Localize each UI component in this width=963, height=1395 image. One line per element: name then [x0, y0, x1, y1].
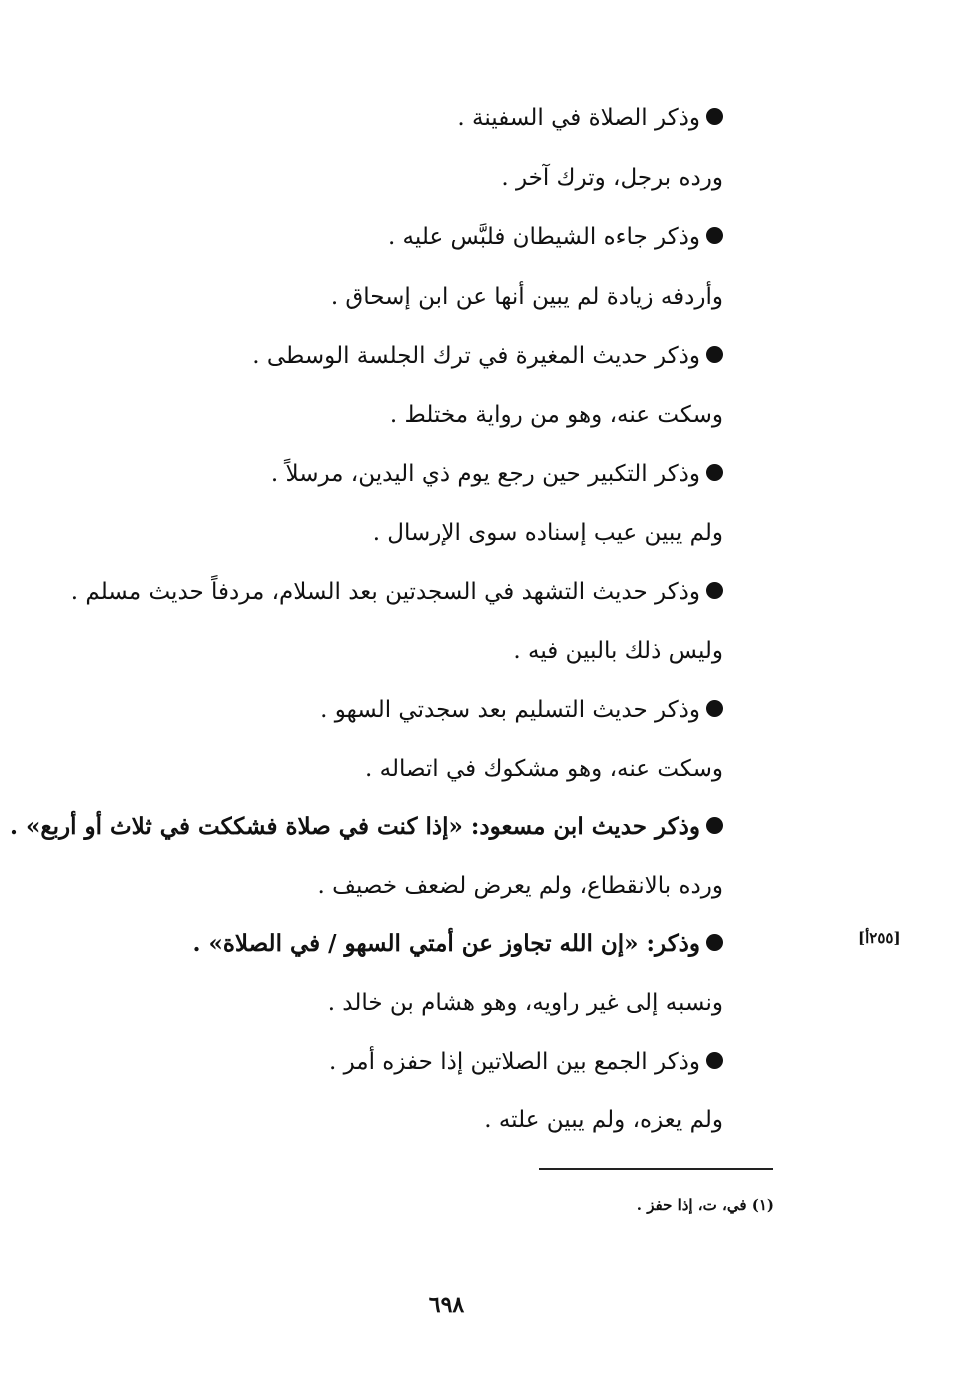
text-line-1: وذكر الصلاة في السفينة . [457, 100, 723, 136]
bullet-icon [706, 464, 723, 481]
bullet-icon [706, 700, 723, 717]
text-line-18: ولم يعزه، ولم يبين علته . [484, 1107, 723, 1133]
page-number: ٦٩٨ [428, 1292, 465, 1318]
text-line-3: وذكر جاءه الشيطان فلبَّس عليه . [388, 219, 723, 255]
margin-folio-note: [٢٥٥أ] [858, 929, 901, 947]
text-line-9: وذكر حديث التشهد في السجدتين بعد السلام، مردفاً حديث مسلم . [71, 574, 723, 610]
text-line-16: ونسبه إلى غير راويه، وهو هشام بن خالد . [327, 990, 723, 1016]
text-line-5: وذكر حديث المغيرة في ترك الجلسة الوسطى . [252, 338, 723, 374]
text-line-10: وليس ذلك بالبين فيه . [513, 638, 723, 664]
text-line-7: وذكر التكبير حين رجع يوم ذي اليدين، مرسلاً . [271, 456, 723, 492]
text-line-13: وذكر حديث ابن مسعود: «إذا كنت في صلاة فشككت في ثلاث أو أربع» . [10, 809, 723, 845]
text-line-11: وذكر حديث التسليم بعد سجدتي السهو . [320, 692, 723, 728]
bullet-icon [706, 346, 723, 363]
text-line-15: وذكر: «إن الله تجاوز عن أمتي السهو / في الصلاة» . [192, 926, 723, 962]
bullet-icon [706, 934, 723, 951]
bullet-icon [706, 817, 723, 834]
text-line-8: ولم يبين عيب إسناده سوى الإرسال . [372, 520, 723, 546]
text-line-2: ورده برجل، وترك آخر . [501, 165, 723, 191]
bullet-icon [706, 108, 723, 125]
footnote: (١) في، ت، إذا حفز . [636, 1196, 774, 1214]
bullet-icon [706, 582, 723, 599]
text-line-12: وسكت عنه، وهو مشكوك في اتصاله . [364, 756, 723, 782]
bullet-icon [706, 1052, 723, 1069]
text-line-4: وأردفه زيادة لم يبين أنها عن ابن إسحاق . [330, 284, 723, 310]
text-line-6: وسكت عنه، وهو من رواية مختلط . [389, 402, 723, 428]
text-line-17: وذكر الجمع بين الصلاتين إذا حفزه أمر . [329, 1044, 723, 1080]
text-line-14: ورده بالانقطاع، ولم يعرض لضعف خصيف . [317, 873, 723, 899]
bullet-icon [706, 227, 723, 244]
footnote-separator [539, 1168, 773, 1170]
